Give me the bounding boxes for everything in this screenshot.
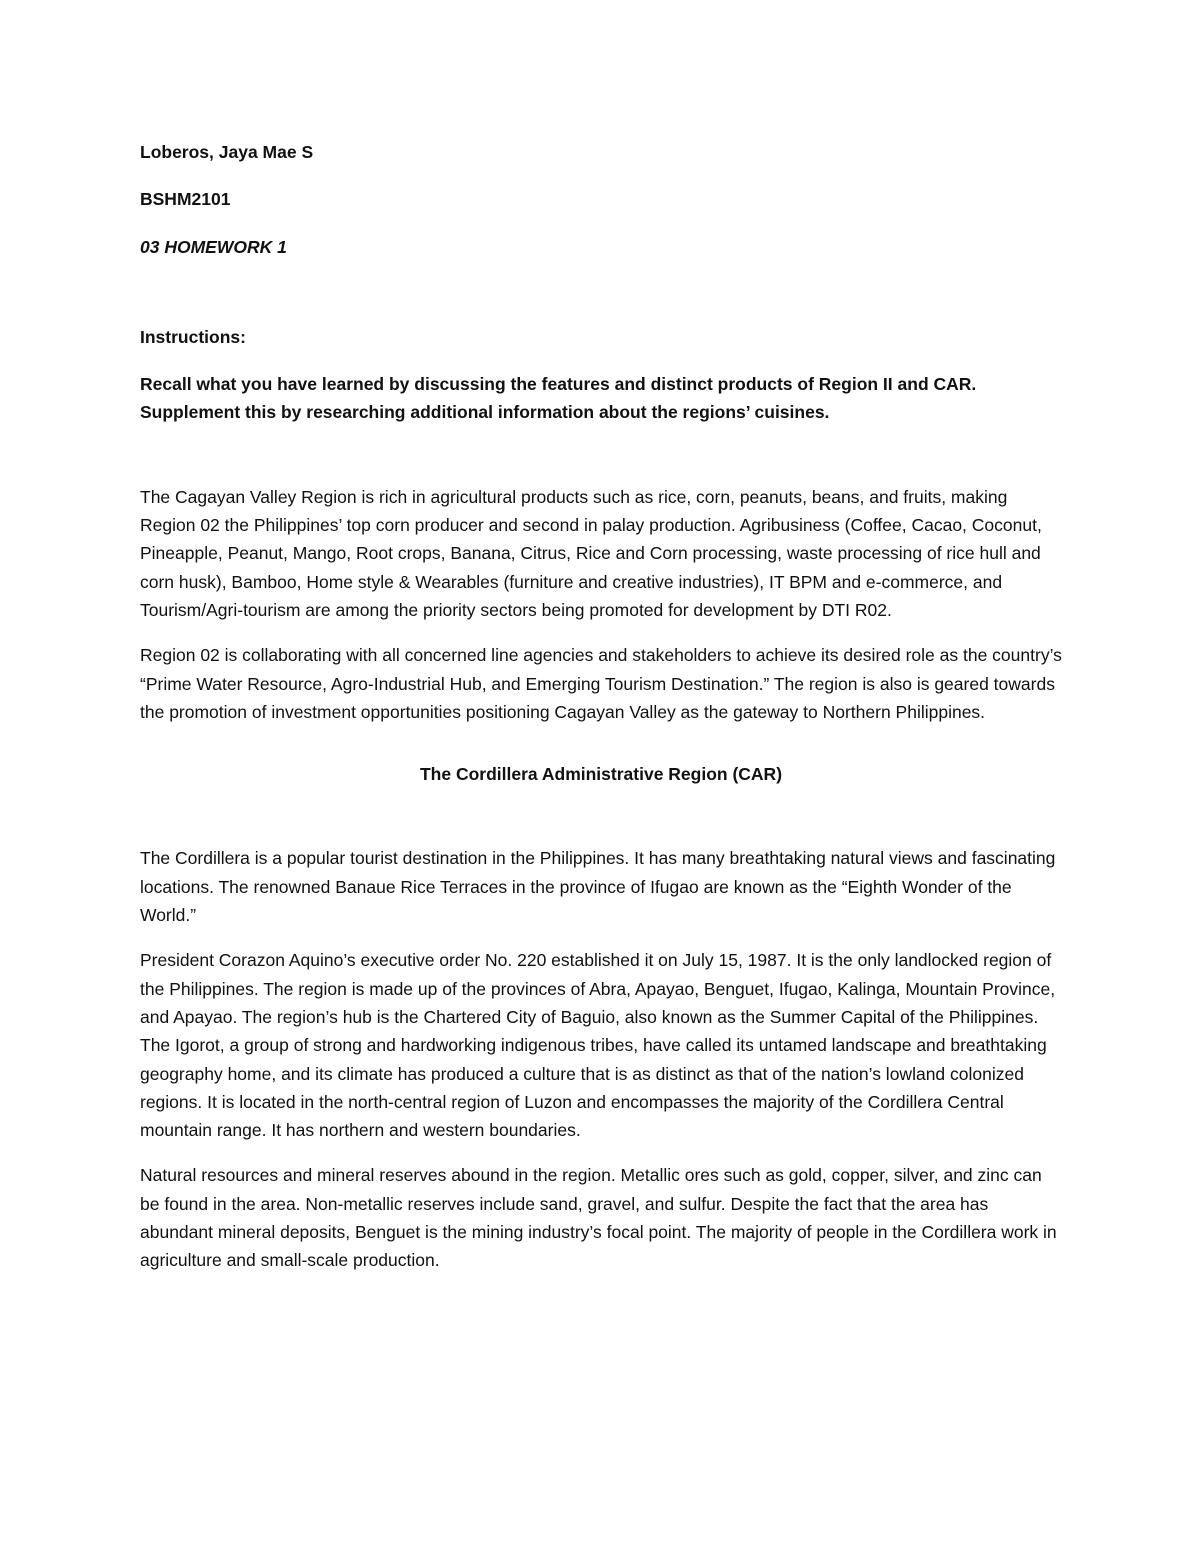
region2-paragraph-2: Region 02 is collaborating with all concerned line agencies and stakeholders to achieve its desired role as the country’s “Prime Water Resource, Agro-Industrial Hub, and Emerging Tourism Destination.” The region is also is geared towards the promotion of investment opportunities positioning Cagayan Valley as the gateway to Northern Philippines.	[140, 645, 1062, 722]
instructions-label: Instructions:	[140, 326, 246, 347]
assignment-title: 03 HOMEWORK 1	[140, 236, 287, 257]
car-paragraph-3: Natural resources and mineral reserves abound in the region. Metallic ores such as gold, copper, silver, and zinc can be found in the area. Non-metallic reserves include sand, gravel, and sulfur. Despite the fact that the area has abundant mineral deposits, Benguet is the mining industry’s focal point. The majority of people in the Cordillera work in agriculture and small-scale production.	[140, 1165, 1057, 1271]
course-section: BSHM2101	[140, 189, 231, 210]
car-paragraph-2: President Corazon Aquino’s executive order No. 220 established it on July 15, 1987. It is the only landlocked region of the Philippines. The region is made up of the provinces of Abra, Apayao, Benguet, Ifugao, Kalinga, Mountain Province, and Apayao. The region’s hub is the Chartered City of Baguio, also known as the Summer Capital of the Philippines. The Igorot, a group of strong and hardworking indigenous tribes, have called its untamed landscape and breathtaking geography home, and its climate has produced a culture that is as distinct as that of the nation’s lowland colonized regions. It is located in the north-central region of Luzon and encompasses the majority of the Cordillera Central mountain range. It has northern and western boundaries.	[140, 950, 1056, 1141]
car-paragraph-1: The Cordillera is a popular tourist destination in the Philippines. It has many breathtaking natural views and fascinating locations. The renowned Banaue Rice Terraces in the province of Ifugao are known as the “Eighth Wonder of the World.”	[140, 848, 1056, 926]
instructions-text: Recall what you have learned by discussing the features and distinct products of Region II and CAR. Supplement this by researching additional information about the regions’ cuisines.	[140, 374, 977, 423]
document-body	[140, 138, 1062, 1292]
car-section-title: The Cordillera Administrative Region (CAR)	[419, 764, 783, 785]
region2-paragraph-1: The Cagayan Valley Region is rich in agricultural products such as rice, corn, peanuts, beans, and fruits, making Region 02 the Philippines’ top corn producer and second in palay production. Agribusiness (Coffee, Cacao, Coconut, Pineapple, Peanut, Mango, Root crops, Banana, Citrus, Rice and Corn processing, waste processing of rice hull and corn husk), Bamboo, Home style & Wearables (furniture and creative industries), IT BPM and e-commerce, and Tourism/Agri-tourism are among the priority sectors being promoted for development by DTI R02.	[140, 486, 1042, 620]
student-name: Loberos, Jaya Mae S	[140, 142, 314, 162]
